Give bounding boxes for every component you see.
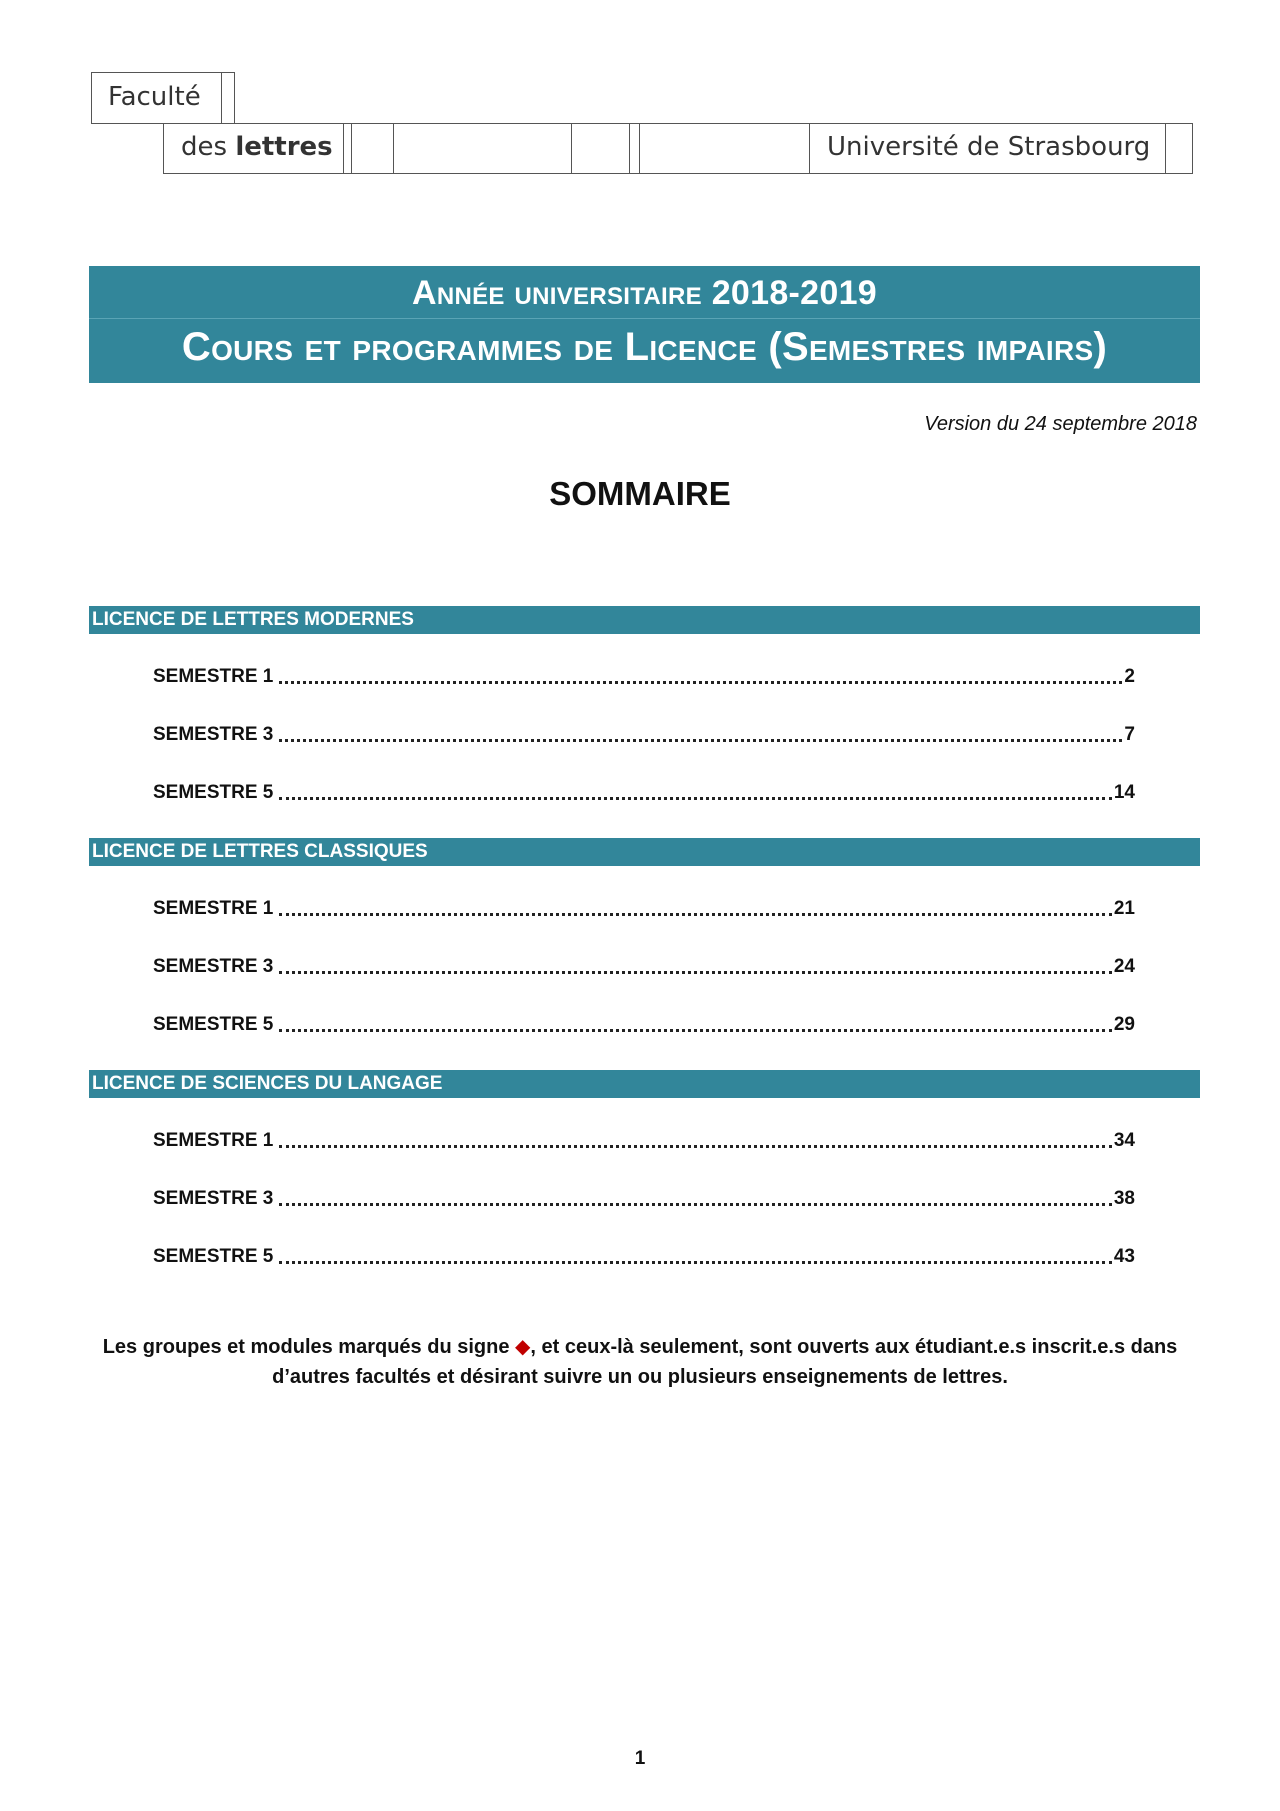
- footnote-text-before: Les groupes et modules marqués du signe: [102, 1336, 516, 1358]
- toc-entry-page: 2: [1124, 666, 1135, 687]
- toc-entry-page: 34: [1113, 1130, 1135, 1151]
- banner-year: Année universitaire 2018-2019: [412, 274, 877, 312]
- toc-entry-label: SEMESTRE 5: [153, 1246, 274, 1267]
- toc-entry-label: SEMESTRE 1: [153, 898, 274, 919]
- logo-faculte: Faculté: [108, 82, 201, 112]
- section-title: LICENCE DE LETTRES CLASSIQUES: [89, 838, 1200, 866]
- toc-entry[interactable]: [153, 722, 1135, 748]
- toc-entry[interactable]: [153, 1244, 1135, 1270]
- logo-des-lettres: [181, 134, 333, 160]
- toc-leader: [279, 1203, 1111, 1206]
- logo-divider: [639, 123, 640, 174]
- toc-entry-page: 7: [1124, 724, 1135, 745]
- logo-divider: [343, 123, 344, 174]
- logo-university: Université de Strasbourg: [827, 132, 1151, 162]
- logo-divider: [629, 123, 630, 174]
- toc-entry[interactable]: [153, 664, 1135, 690]
- toc-entry[interactable]: [153, 1012, 1135, 1038]
- footnote: [100, 1332, 1180, 1392]
- footnote-text-after: , et ceux-là seulement, sont ouverts aux étudiant.e.s inscrit.e.s dans d’autres facultés et désirant suivre un ou plusieurs enseignements de lettres.: [272, 1336, 1178, 1388]
- diamond-icon: ◆: [515, 1336, 531, 1358]
- toc-entry-label: SEMESTRE 3: [153, 1188, 274, 1209]
- banner-title: Cours et programmes de Licence (Semestres impairs): [181, 325, 1108, 369]
- logo-divider: [221, 72, 235, 124]
- toc-leader: [279, 913, 1111, 916]
- toc-entry[interactable]: [153, 896, 1135, 922]
- toc-entry-label: SEMESTRE 5: [153, 1014, 274, 1035]
- toc-entry-page: 24: [1113, 956, 1135, 977]
- toc-leader: [279, 1029, 1111, 1032]
- toc-entry[interactable]: [153, 1128, 1135, 1154]
- toc-leader: [279, 971, 1111, 974]
- title-banner: [89, 266, 1200, 383]
- logo-des: des: [181, 132, 236, 162]
- logo-divider: [571, 123, 572, 174]
- toc-leader: [279, 1145, 1111, 1148]
- logo-divider: [351, 123, 352, 174]
- toc-entry-page: 14: [1113, 782, 1135, 803]
- toc-entry-label: SEMESTRE 5: [153, 782, 274, 803]
- toc-leader: [279, 797, 1111, 800]
- toc-entry-label: SEMESTRE 1: [153, 666, 274, 687]
- version-date: Version du 24 septembre 2018: [924, 413, 1197, 435]
- toc-entry-label: SEMESTRE 3: [153, 724, 274, 745]
- logo-divider: [809, 123, 810, 174]
- toc-entry[interactable]: [153, 1186, 1135, 1212]
- toc-entry-label: SEMESTRE 1: [153, 1130, 274, 1151]
- toc-entry-label: SEMESTRE 3: [153, 956, 274, 977]
- toc-entry-page: 38: [1113, 1188, 1135, 1209]
- toc-leader: [279, 1261, 1111, 1264]
- toc-entry-page: 43: [1113, 1246, 1135, 1267]
- toc-leader: [279, 681, 1122, 684]
- section-title: LICENCE DE LETTRES MODERNES: [89, 606, 1200, 634]
- toc-entry[interactable]: [153, 954, 1135, 980]
- logo-divider: [393, 123, 394, 174]
- logo-lettres: lettres: [235, 132, 333, 162]
- section-title: LICENCE DE SCIENCES DU LANGAGE: [89, 1070, 1200, 1098]
- toc-entry-page: 29: [1113, 1014, 1135, 1035]
- toc-leader: [279, 739, 1122, 742]
- toc-entry-page: 21: [1113, 898, 1135, 919]
- page-title: SOMMAIRE: [549, 475, 731, 512]
- banner-separator: [89, 318, 1200, 319]
- page-number: 1: [634, 1748, 646, 1769]
- logo-divider: [1165, 123, 1166, 174]
- toc-entry[interactable]: [153, 780, 1135, 806]
